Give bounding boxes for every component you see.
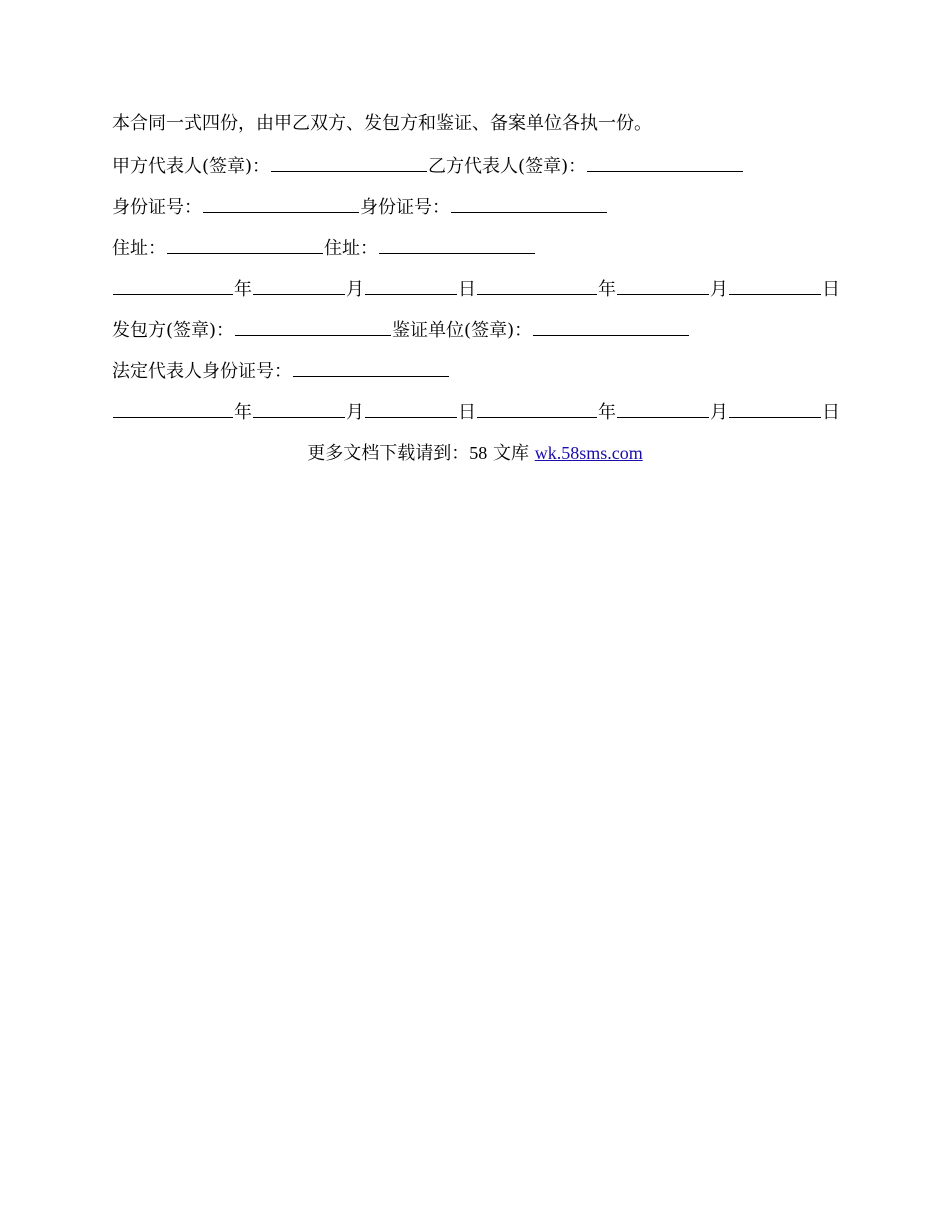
party-b-rep-label: 乙方代表人(签章)： — [428, 156, 587, 177]
month-char: 月 — [346, 402, 364, 423]
month-char: 月 — [710, 279, 728, 300]
day-blank — [365, 276, 457, 295]
day-blank — [729, 399, 821, 418]
year-char: 年 — [598, 402, 616, 423]
footer-prefix: 更多文档下载请到： — [307, 443, 470, 464]
year-blank — [477, 276, 597, 295]
party-b-signature-blank — [587, 153, 743, 172]
party-a-address-label: 住址： — [112, 238, 166, 259]
address-line — [112, 235, 536, 261]
party-b-address-blank — [379, 235, 535, 254]
legal-rep-line — [112, 358, 450, 384]
year-blank — [113, 276, 233, 295]
month-char: 月 — [346, 279, 364, 300]
footer-site-link[interactable]: wk.58sms.com — [534, 443, 643, 463]
month-blank — [617, 276, 709, 295]
party-a-address-blank — [167, 235, 323, 254]
day-blank — [729, 276, 821, 295]
year-char: 年 — [234, 279, 252, 300]
party-a-id-label: 身份证号： — [112, 197, 202, 218]
month-blank — [617, 399, 709, 418]
certifier-signature-blank — [533, 317, 689, 336]
year-char: 年 — [598, 279, 616, 300]
date-line-2 — [112, 399, 840, 425]
day-char: 日 — [822, 279, 840, 300]
party-a-rep-label: 甲方代表人(签章)： — [112, 156, 271, 177]
party-a-id-blank — [203, 194, 359, 213]
legal-rep-id-blank — [293, 358, 449, 377]
day-char: 日 — [822, 402, 840, 423]
id-number-line — [112, 194, 608, 220]
date-line-1 — [112, 276, 840, 302]
legal-rep-id-label: 法定代表人身份证号： — [112, 361, 292, 382]
party-b-address-label: 住址： — [324, 238, 378, 259]
contractor-label: 发包方(签章)： — [112, 320, 235, 341]
footer — [0, 441, 950, 466]
party-b-id-label: 身份证号： — [360, 197, 450, 218]
copies-note-line — [112, 112, 652, 136]
representative-line — [112, 153, 744, 179]
month-char: 月 — [710, 402, 728, 423]
year-blank — [113, 399, 233, 418]
contractor-signature-blank — [235, 317, 391, 336]
copies-note: 本合同一式四份，由甲乙双方、发包方和鉴证、备案单位各执一份。 — [112, 113, 652, 134]
day-blank — [365, 399, 457, 418]
footer-site-name: 文库 — [487, 443, 535, 464]
month-blank — [253, 399, 345, 418]
year-blank — [477, 399, 597, 418]
party-a-signature-blank — [271, 153, 427, 172]
footer-number: 58 — [469, 443, 488, 463]
month-blank — [253, 276, 345, 295]
year-char: 年 — [234, 402, 252, 423]
party-b-id-blank — [451, 194, 607, 213]
contractor-line — [112, 317, 690, 343]
day-char: 日 — [458, 279, 476, 300]
day-char: 日 — [458, 402, 476, 423]
certifier-label: 鉴证单位(签章)： — [392, 320, 533, 341]
